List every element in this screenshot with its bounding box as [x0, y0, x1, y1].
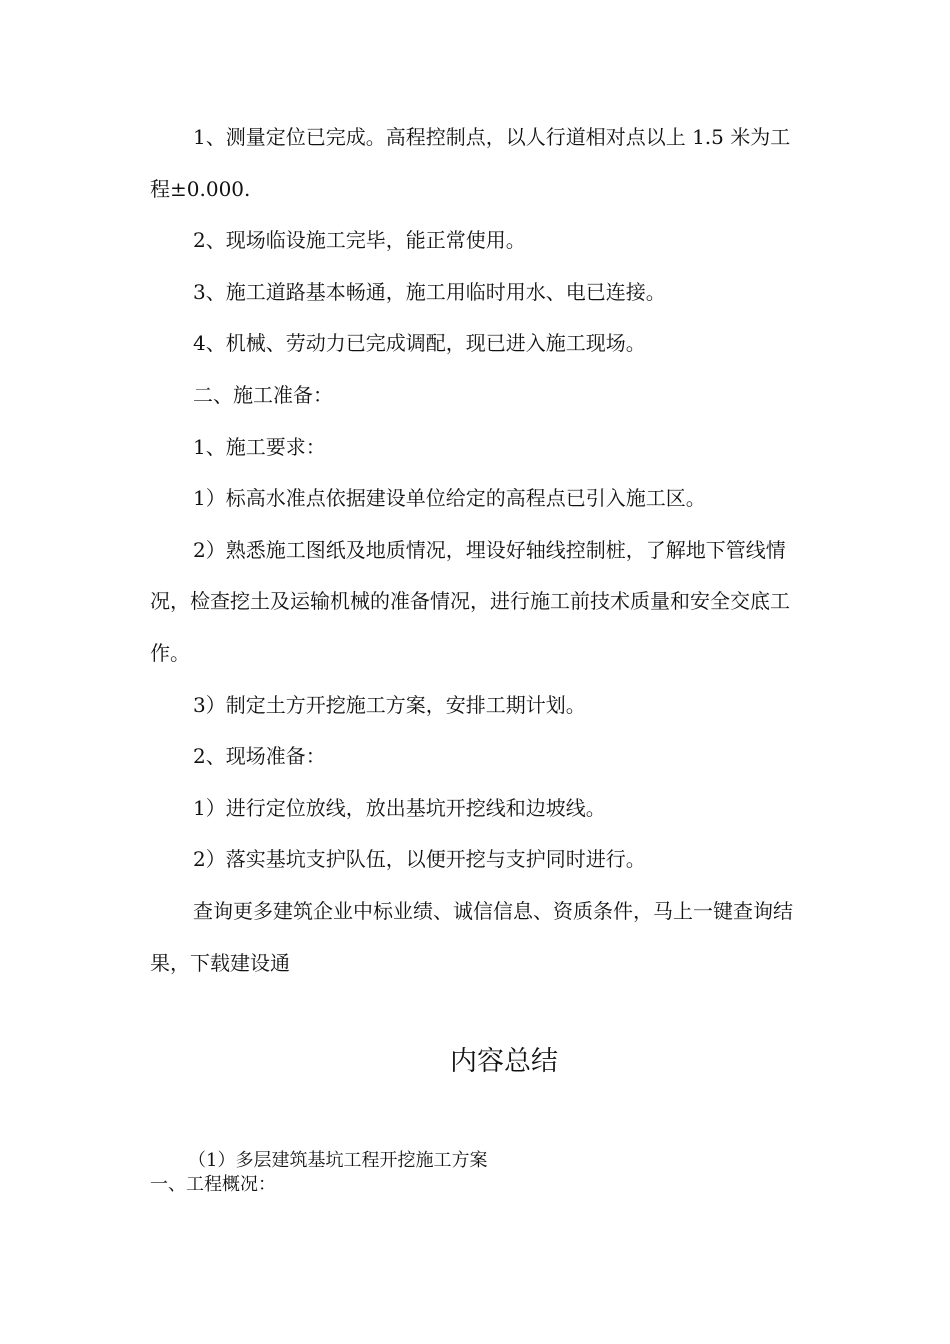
section-heading-preparation: 二、施工准备：	[193, 382, 333, 407]
paragraph-setting-out: 1）进行定位放线，放出基坑开挖线和边坡线。	[193, 795, 606, 820]
paragraph-excavation-plan: 3）制定土方开挖施工方案，安排工期计划。	[193, 692, 586, 717]
paragraph-survey: 1、测量定位已完成。高程控制点，以人行道相对点以上 1.5 米为工程±0.000.	[150, 125, 791, 201]
summary-item-overview: 一、工程概况：	[150, 1174, 276, 1195]
subheading-requirements: 1、施工要求：	[193, 434, 326, 459]
paragraph-roads-utilities: 3、施工道路基本畅通，施工用临时用水、电已连接。	[193, 279, 666, 304]
paragraph-temp-facilities: 2、现场临设施工完毕，能正常使用。	[193, 228, 526, 253]
paragraph-promo-query: 查询更多建筑企业中标业绩、诚信信息、资质条件，马上一键查询结果，下载建设通	[150, 898, 793, 975]
paragraph-machinery-labor: 4、机械、劳动力已完成调配，现已进入施工现场。	[193, 331, 646, 356]
subheading-site-preparation: 2、现场准备：	[193, 744, 326, 769]
document-body	[150, 112, 800, 989]
summary-title: 内容总结	[450, 1046, 558, 1077]
paragraph-drawings-geology: 2）熟悉施工图纸及地质情况，埋设好轴线控制桩，了解地下管线情况，检查挖土及运输机械的准备情况，进行施工前技术质量和安全交底工作。	[150, 537, 790, 665]
paragraph-benchmark: 1）标高水准点依据建设单位给定的高程点已引入施工区。	[193, 486, 706, 511]
paragraph-support-team: 2）落实基坑支护队伍，以便开挖与支护同时进行。	[193, 847, 646, 872]
summary-item-title: （1）多层建筑基坑工程开挖施工方案	[188, 1150, 488, 1171]
